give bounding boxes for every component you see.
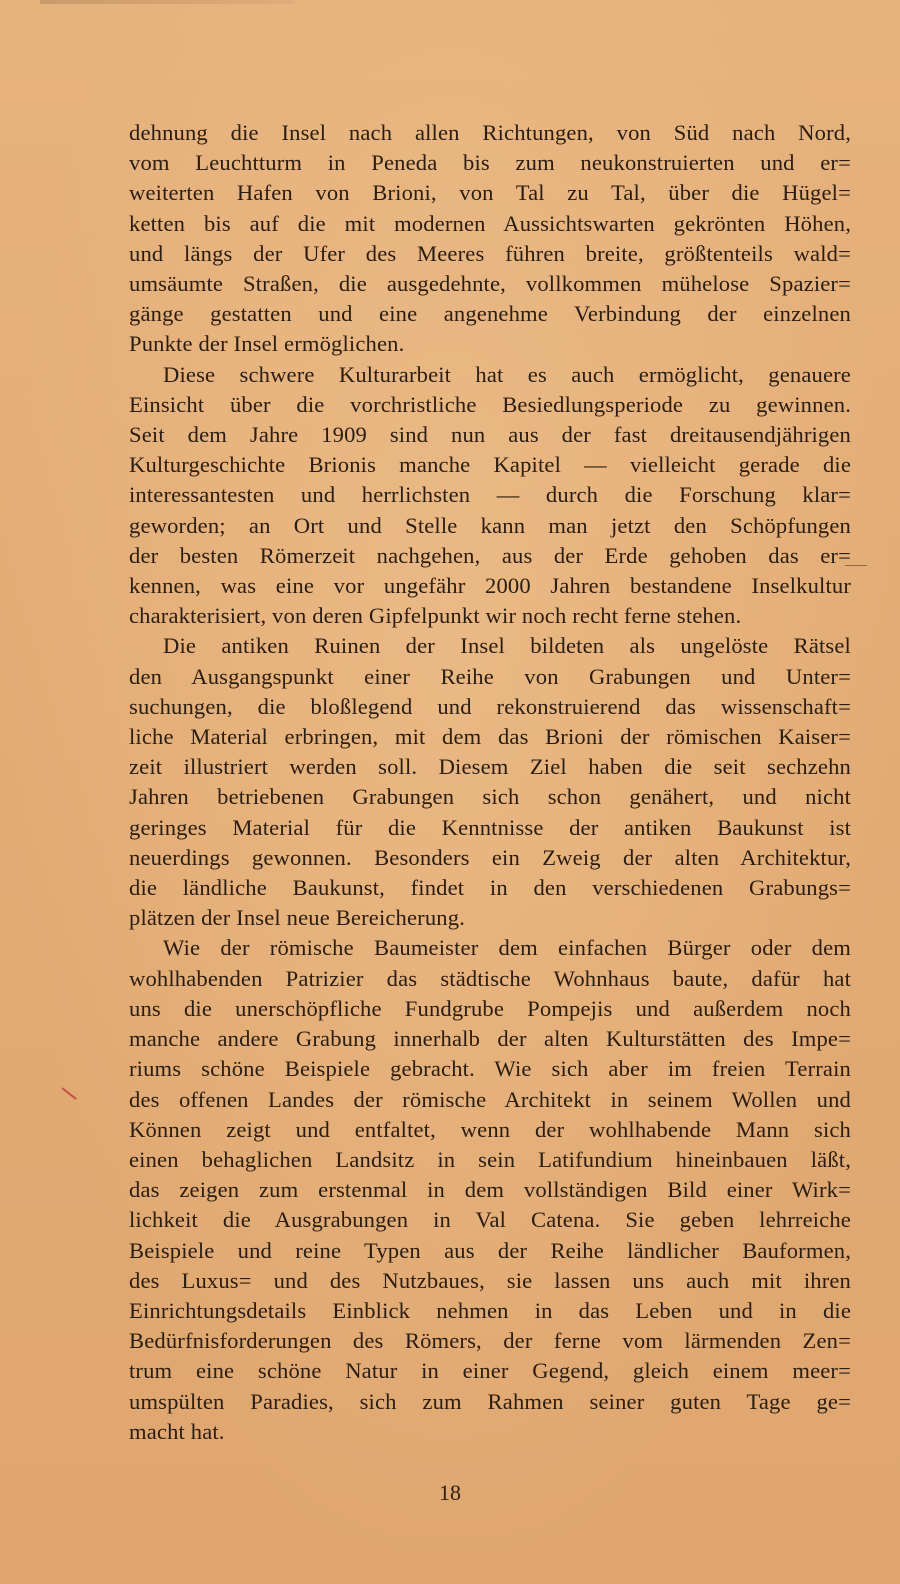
- text-line: Diese schwere Kulturarbeit hat es auch ermöglicht, genauere: [163, 361, 851, 387]
- text-line: dehnung die Insel nach allen Richtungen, von Süd nach Nord,: [129, 120, 851, 145]
- text-line: Beispiele und reine Typen aus der Reihe ländlicher Bauformen,: [129, 1237, 851, 1263]
- text-line: Können zeigt und entfaltet, wenn der wohlhabende Mann sich: [129, 1116, 851, 1142]
- text-line: weiterten Hafen von Brioni, von Tal zu Tal, über die Hügel=: [129, 180, 851, 206]
- text-line: manche andere Grabung innerhalb der alten Kulturstätten des Impe=: [129, 1026, 851, 1052]
- text-line: macht hat.: [129, 1418, 225, 1444]
- text-line: suchungen, die bloßlegend und rekonstruierend das wissenschaft=: [129, 693, 851, 719]
- text-line: zeit illustriert werden soll. Diesem Ziel haben die seit sechzehn: [129, 754, 851, 780]
- text-line: wohlhabenden Patrizier das städtische Wohnhaus baute, dafür hat: [129, 965, 851, 991]
- text-line: Bedürfnisforderungen des Römers, der ferne vom lärmenden Zen=: [129, 1328, 851, 1354]
- red-pencil-mark: [61, 1087, 76, 1100]
- page-edge-shadow: [40, 0, 295, 4]
- body-text: [129, 118, 851, 1447]
- text-line: gänge gestatten und eine angenehme Verbindung der einzelnen: [129, 301, 851, 327]
- text-line: liche Material erbringen, mit dem das Brioni der römischen Kaiser=: [129, 724, 851, 750]
- paragraph: [129, 933, 851, 1446]
- text-line: plätzen der Insel neue Bereicherung.: [129, 905, 465, 931]
- text-line: der besten Römerzeit nachgehen, aus der Erde gehoben das er=: [129, 542, 851, 568]
- text-line: neuerdings gewonnen. Besonders ein Zweig der alten Architektur,: [129, 844, 851, 870]
- text-line: umsäumte Straßen, die ausgedehnte, vollkommen mühelose Spazier=: [129, 271, 851, 297]
- text-line: Jahren betriebenen Grabungen sich schon genähert, und nicht: [129, 784, 851, 810]
- text-line: die ländliche Baukunst, findet in den verschiedenen Grabungs=: [129, 875, 851, 901]
- text-line: interessantesten und herrlichsten — durch die Forschung klar=: [129, 482, 851, 508]
- text-line: das zeigen zum erstenmal in dem vollständigen Bild einer Wirk=: [129, 1177, 851, 1203]
- text-line: des offenen Landes der römische Architekt in seinem Wollen und: [129, 1086, 851, 1112]
- text-line: den Ausgangspunkt einer Reihe von Grabungen und Unter=: [129, 663, 851, 689]
- text-line: trum eine schöne Natur in einer Gegend, gleich einem meer=: [129, 1358, 851, 1384]
- text-line: geworden; an Ort und Stelle kann man jetzt den Schöpfungen: [129, 512, 851, 538]
- text-line: des Luxus= und des Nutzbaues, sie lassen uns auch mit ihren: [129, 1267, 851, 1293]
- text-line: Einrichtungsdetails Einblick nehmen in das Leben und in die: [129, 1297, 851, 1323]
- text-line: geringes Material für die Kenntnisse der antiken Baukunst ist: [129, 814, 851, 840]
- text-line: Punkte der Insel ermöglichen.: [129, 331, 405, 357]
- text-line: und längs der Ufer des Meeres führen breite, größtenteils wald=: [129, 240, 851, 266]
- text-line: Kulturgeschichte Brionis manche Kapitel — vielleicht gerade die: [129, 452, 851, 478]
- text-line: uns die unerschöpfliche Fundgrube Pompejis und außerdem noch: [129, 995, 851, 1021]
- text-line: lichkeit die Ausgrabungen in Val Catena. Sie geben lehrreiche: [129, 1207, 851, 1233]
- text-line: Die antiken Ruinen der Insel bildeten als ungelöste Rätsel: [163, 633, 851, 659]
- text-line: umspülten Paradies, sich zum Rahmen seiner guten Tage ge=: [129, 1388, 851, 1414]
- text-line: vom Leuchtturm in Peneda bis zum neukonstruierten und er=: [129, 150, 851, 176]
- text-line: einen behaglichen Landsitz in sein Latifundium hineinbauen läßt,: [129, 1146, 851, 1172]
- text-line: charakterisiert, von deren Gipfelpunkt wir noch recht ferne stehen.: [129, 603, 742, 629]
- page-number: 18: [439, 1480, 461, 1505]
- text-line: Einsicht über die vorchristliche Besiedlungsperiode zu gewinnen.: [129, 391, 851, 417]
- paragraph: [129, 360, 851, 632]
- paragraph: [129, 118, 851, 360]
- paragraph: [129, 631, 851, 933]
- text-line: kennen, was eine vor ungefähr 2000 Jahren bestandene Inselkultur: [129, 573, 851, 599]
- text-line: Wie der römische Baumeister dem einfachen Bürger oder dem: [163, 935, 851, 961]
- text-line: ketten bis auf die mit modernen Aussichtswarten gekrönten Höhen,: [129, 210, 851, 236]
- text-line: riums schöne Beispiele gebracht. Wie sich aber im freien Terrain: [129, 1056, 851, 1082]
- text-line: Seit dem Jahre 1909 sind nun aus der fast dreitausendjährigen: [129, 422, 851, 448]
